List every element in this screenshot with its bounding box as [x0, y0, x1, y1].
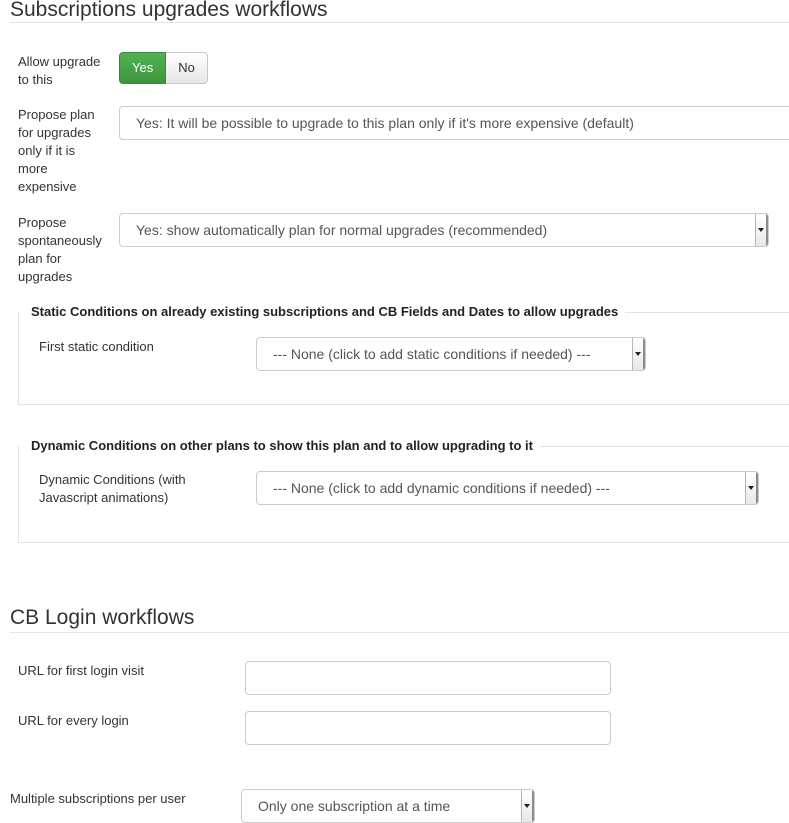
dynamic-conditions-legend: Dynamic Conditions on other plans to show this plan and to allow upgrading to it	[31, 438, 539, 454]
first-login-url-label: URL for first login visit	[18, 663, 144, 678]
propose-spontaneously-value: Yes: show automatically plan for normal upgrades (recommended)	[136, 222, 548, 238]
allow-upgrade-toggle[interactable]	[119, 52, 208, 84]
upgrades-section-rule	[10, 22, 789, 23]
propose-spontaneously-label: Propose spontaneously plan for upgrades	[18, 215, 102, 284]
dynamic-conditions-fieldset-border	[540, 446, 789, 447]
chevron-down-icon	[755, 214, 768, 246]
static-condition-label: First static condition	[39, 339, 154, 354]
upgrades-section-title: Subscriptions upgrades workflows	[10, 0, 328, 21]
multiple-subscriptions-value: Only one subscription at a time	[258, 798, 451, 814]
dynamic-condition-select[interactable]	[256, 471, 759, 505]
static-conditions-fieldset-border	[625, 312, 789, 313]
dynamic-condition-value: --- None (click to add dynamic conditions if needed) ---	[273, 480, 610, 496]
chevron-down-icon	[632, 338, 645, 370]
propose-spontaneously-select[interactable]	[119, 213, 769, 247]
propose-if-expensive-label: Propose plan for upgrades only if it is more expensive	[18, 107, 95, 194]
every-login-url-input[interactable]	[245, 711, 611, 745]
multiple-subscriptions-select[interactable]	[241, 789, 535, 823]
static-condition-select[interactable]	[256, 337, 646, 371]
allow-upgrade-no-button[interactable]: No	[166, 52, 208, 84]
static-condition-value: --- None (click to add static conditions if needed) ---	[273, 346, 591, 362]
first-login-url-input[interactable]	[245, 661, 611, 695]
allow-upgrade-yes-button[interactable]: Yes	[119, 52, 166, 84]
multiple-subscriptions-label: Multiple subscriptions per user	[10, 791, 186, 806]
dynamic-condition-label: Dynamic Conditions (with Javascript animations)	[39, 472, 186, 505]
propose-if-expensive-value: Yes: It will be possible to upgrade to this plan only if it's more expensive (default)	[136, 115, 634, 131]
propose-if-expensive-select[interactable]	[119, 106, 789, 140]
login-section-title: CB Login workflows	[10, 606, 195, 629]
login-section-rule	[10, 632, 789, 633]
static-conditions-legend: Static Conditions on already existing subscriptions and CB Fields and Dates to allow upgrades	[31, 304, 624, 320]
chevron-down-icon	[521, 790, 534, 822]
allow-upgrade-label: Allow upgrade to this	[18, 54, 101, 87]
chevron-down-icon	[745, 472, 758, 504]
every-login-url-label: URL for every login	[18, 713, 129, 728]
